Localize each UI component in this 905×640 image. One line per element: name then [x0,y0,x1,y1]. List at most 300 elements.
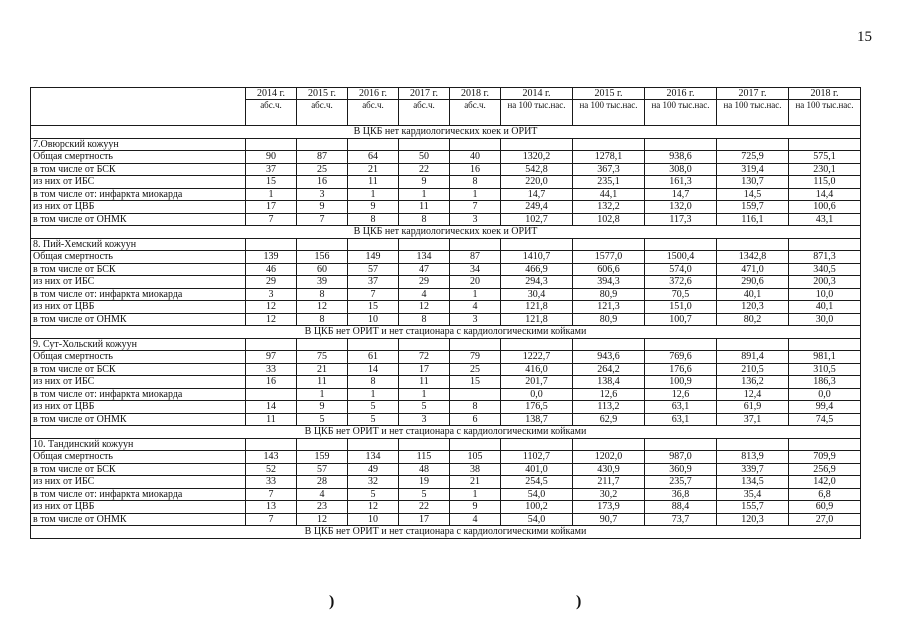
value-cell: 7 [297,213,348,226]
empty-cell [717,338,789,351]
header-unit: абс.ч. [399,100,450,126]
empty-cell [717,238,789,251]
row-label: в том числе от: инфаркта миокарда [31,288,246,301]
value-cell: 1 [348,188,399,201]
value-cell: 8 [297,313,348,326]
value-cell: 11 [348,176,399,189]
value-cell: 132,0 [645,201,717,214]
row-label: в том числе от ОНМК [31,513,246,526]
value-cell: 7 [348,288,399,301]
value-cell: 725,9 [717,151,789,164]
value-cell: 367,3 [573,163,645,176]
value-cell: 11 [297,376,348,389]
value-cell: 7 [450,201,501,214]
value-cell: 1278,1 [573,151,645,164]
value-cell: 16 [450,163,501,176]
value-cell: 149 [348,251,399,264]
value-cell: 28 [297,476,348,489]
row-label: Общая смертность [31,351,246,364]
value-cell: 13 [246,501,297,514]
value-cell: 23 [297,501,348,514]
value-cell: 5 [399,401,450,414]
value-cell: 769,6 [645,351,717,364]
data-row [31,513,861,526]
empty-cell [501,338,573,351]
value-cell: 39 [297,276,348,289]
empty-cell [246,338,297,351]
note-row [31,126,861,139]
value-cell: 3 [450,313,501,326]
value-cell: 54,0 [501,513,573,526]
data-row [31,151,861,164]
row-label: в том числе от БСК [31,163,246,176]
empty-cell [246,438,297,451]
footer-mark-left: ) [329,593,335,610]
empty-cell [297,138,348,151]
empty-cell [348,238,399,251]
value-cell: 33 [246,476,297,489]
value-cell: 47 [399,263,450,276]
value-cell: 17 [246,201,297,214]
value-cell: 62,9 [573,413,645,426]
value-cell: 8 [399,313,450,326]
value-cell: 25 [297,163,348,176]
value-cell: 134 [399,251,450,264]
header-unit: абс.ч. [246,100,297,126]
empty-cell [501,238,573,251]
empty-cell [573,138,645,151]
value-cell: 235,7 [645,476,717,489]
value-cell: 1 [399,388,450,401]
empty-cell [789,138,861,151]
value-cell: 155,7 [717,501,789,514]
value-cell: 319,4 [717,163,789,176]
empty-cell [348,438,399,451]
value-cell: 138,4 [573,376,645,389]
row-label: в том числе от БСК [31,363,246,376]
row-label: в том числе от: инфаркта миокарда [31,188,246,201]
section-row [31,438,861,451]
value-cell: 36,8 [645,488,717,501]
value-cell: 8 [348,376,399,389]
value-cell: 8 [450,176,501,189]
value-cell: 156 [297,251,348,264]
data-row [31,413,861,426]
value-cell: 394,3 [573,276,645,289]
value-cell: 891,4 [717,351,789,364]
empty-cell [717,138,789,151]
value-cell: 12 [297,513,348,526]
value-cell: 1102,7 [501,451,573,464]
row-label: из них от ИБС [31,376,246,389]
header-unit: на 100 тыс.нас. [573,100,645,126]
value-cell: 1222,7 [501,351,573,364]
value-cell: 37,1 [717,413,789,426]
note-text: В ЦКБ нет кардиологических коек и ОРИТ [31,226,861,239]
value-cell: 121,3 [573,301,645,314]
empty-cell [348,138,399,151]
note-text: В ЦКБ нет кардиологических коек и ОРИТ [31,126,861,139]
value-cell: 340,5 [789,263,861,276]
value-cell: 308,0 [645,163,717,176]
empty-cell [450,338,501,351]
header-years-row [31,88,861,100]
empty-cell [645,138,717,151]
empty-cell [501,138,573,151]
row-label: в том числе от ОНМК [31,213,246,226]
value-cell: 33 [246,363,297,376]
value-cell: 1 [399,188,450,201]
page-number: 15 [857,29,872,45]
data-row [31,351,861,364]
value-cell: 60,9 [789,501,861,514]
value-cell: 151,0 [645,301,717,314]
empty-cell [399,338,450,351]
value-cell: 3 [297,188,348,201]
value-cell: 176,6 [645,363,717,376]
note-row [31,426,861,439]
district-title: 8. Пий-Хемский кожуун [31,238,246,251]
header-year: 2015 г. [573,88,645,100]
value-cell: 159,7 [717,201,789,214]
value-cell: 14 [246,401,297,414]
header-unit: абс.ч. [297,100,348,126]
value-cell: 99,4 [789,401,861,414]
value-cell: 20 [450,276,501,289]
value-cell: 116,1 [717,213,789,226]
data-row [31,176,861,189]
value-cell: 63,1 [645,413,717,426]
empty-cell [789,338,861,351]
header-unit: абс.ч. [348,100,399,126]
value-cell: 74,5 [789,413,861,426]
header-year: 2016 г. [348,88,399,100]
empty-cell [573,438,645,451]
empty-cell [645,338,717,351]
value-cell: 102,7 [501,213,573,226]
empty-cell [450,138,501,151]
header-year: 2018 г. [789,88,861,100]
value-cell: 88,4 [645,501,717,514]
value-cell: 87 [297,151,348,164]
header-corner-cell [31,88,246,126]
value-cell: 813,9 [717,451,789,464]
value-cell: 75 [297,351,348,364]
value-cell: 120,3 [717,301,789,314]
row-label: в том числе от БСК [31,263,246,276]
value-cell: 117,3 [645,213,717,226]
value-cell: 3 [246,288,297,301]
value-cell: 339,7 [717,463,789,476]
value-cell: 4 [450,301,501,314]
value-cell: 90,7 [573,513,645,526]
value-cell: 401,0 [501,463,573,476]
value-cell: 100,7 [645,313,717,326]
district-title: 7.Овюрский кожуун [31,138,246,151]
data-row [31,213,861,226]
empty-cell [297,438,348,451]
row-label: в том числе от ОНМК [31,413,246,426]
value-cell: 542,8 [501,163,573,176]
data-row [31,501,861,514]
note-row [31,226,861,239]
value-cell: 7 [246,513,297,526]
value-cell: 1342,8 [717,251,789,264]
value-cell: 48 [399,463,450,476]
value-cell: 430,9 [573,463,645,476]
value-cell: 0,0 [789,388,861,401]
value-cell: 134 [348,451,399,464]
value-cell: 981,1 [789,351,861,364]
value-cell: 70,5 [645,288,717,301]
value-cell: 22 [399,163,450,176]
value-cell: 63,1 [645,401,717,414]
header-year: 2018 г. [450,88,501,100]
value-cell: 8 [297,288,348,301]
empty-cell [399,138,450,151]
value-cell: 14,5 [717,188,789,201]
empty-cell [399,438,450,451]
district-title: 9. Сут-Хольский кожуун [31,338,246,351]
header-unit: на 100 тыс.нас. [789,100,861,126]
data-row [31,201,861,214]
value-cell: 80,2 [717,313,789,326]
value-cell: 25 [450,363,501,376]
value-cell: 173,9 [573,501,645,514]
empty-cell [246,238,297,251]
data-row [31,376,861,389]
data-row [31,163,861,176]
value-cell: 264,2 [573,363,645,376]
value-cell: 29 [399,276,450,289]
data-row [31,401,861,414]
empty-cell [789,438,861,451]
district-title: 10. Тандинский кожуун [31,438,246,451]
value-cell: 938,6 [645,151,717,164]
empty-cell [573,338,645,351]
value-cell: 121,8 [501,301,573,314]
value-cell: 14,7 [645,188,717,201]
value-cell: 14,7 [501,188,573,201]
value-cell: 22 [399,501,450,514]
value-cell: 235,1 [573,176,645,189]
value-cell: 9 [399,176,450,189]
row-label: из них от ЦВБ [31,501,246,514]
value-cell: 186,3 [789,376,861,389]
note-text: В ЦКБ нет ОРИТ и нет стационара с кардиологическими койками [31,426,861,439]
value-cell [246,388,297,401]
value-cell: 987,0 [645,451,717,464]
row-label: Общая смертность [31,151,246,164]
value-cell: 3 [450,213,501,226]
empty-cell [645,238,717,251]
value-cell: 30,0 [789,313,861,326]
value-cell: 12 [348,501,399,514]
value-cell: 12,6 [645,388,717,401]
value-cell: 8 [348,213,399,226]
header-year: 2016 г. [645,88,717,100]
empty-cell [297,238,348,251]
value-cell: 1 [246,188,297,201]
value-cell: 1 [450,188,501,201]
value-cell: 29 [246,276,297,289]
value-cell: 44,1 [573,188,645,201]
value-cell: 1320,2 [501,151,573,164]
value-cell: 360,9 [645,463,717,476]
value-cell: 1577,0 [573,251,645,264]
value-cell: 15 [246,176,297,189]
value-cell: 72 [399,351,450,364]
data-row [31,488,861,501]
value-cell: 80,9 [573,313,645,326]
value-cell: 139 [246,251,297,264]
empty-cell [450,438,501,451]
value-cell: 134,5 [717,476,789,489]
value-cell: 709,9 [789,451,861,464]
value-cell: 290,6 [717,276,789,289]
value-cell: 60 [297,263,348,276]
value-cell: 294,3 [501,276,573,289]
value-cell: 11 [399,201,450,214]
value-cell: 46 [246,263,297,276]
value-cell: 40 [450,151,501,164]
value-cell: 372,6 [645,276,717,289]
value-cell: 14 [348,363,399,376]
empty-cell [717,438,789,451]
value-cell: 9 [297,401,348,414]
value-cell: 21 [297,363,348,376]
value-cell: 11 [399,376,450,389]
value-cell: 136,2 [717,376,789,389]
value-cell: 7 [246,488,297,501]
value-cell: 4 [450,513,501,526]
value-cell: 12 [399,301,450,314]
value-cell: 100,9 [645,376,717,389]
data-row [31,388,861,401]
data-row [31,476,861,489]
value-cell: 606,6 [573,263,645,276]
header-year: 2014 г. [501,88,573,100]
value-cell: 21 [348,163,399,176]
value-cell: 9 [348,201,399,214]
note-row [31,526,861,539]
row-label: Общая смертность [31,451,246,464]
value-cell [450,388,501,401]
row-label: из них от ЦВБ [31,301,246,314]
value-cell: 17 [399,513,450,526]
value-cell: 97 [246,351,297,364]
row-label: из них от ЦВБ [31,201,246,214]
value-cell: 37 [246,163,297,176]
data-row [31,276,861,289]
note-text: В ЦКБ нет ОРИТ и нет стационара с кардиологическими койками [31,326,861,339]
value-cell: 254,5 [501,476,573,489]
value-cell: 0,0 [501,388,573,401]
value-cell: 57 [348,263,399,276]
footer-mark-right: ) [576,593,582,610]
empty-cell [348,338,399,351]
value-cell: 113,2 [573,401,645,414]
value-cell: 61,9 [717,401,789,414]
value-cell: 161,3 [645,176,717,189]
empty-cell [246,138,297,151]
value-cell: 1 [450,288,501,301]
value-cell: 12 [246,313,297,326]
data-row [31,263,861,276]
value-cell: 159 [297,451,348,464]
value-cell: 35,4 [717,488,789,501]
value-cell: 12,4 [717,388,789,401]
value-cell: 12 [297,301,348,314]
value-cell: 9 [297,201,348,214]
data-row [31,463,861,476]
value-cell: 19 [399,476,450,489]
empty-cell [399,238,450,251]
value-cell: 256,9 [789,463,861,476]
value-cell: 249,4 [501,201,573,214]
value-cell: 15 [450,376,501,389]
data-row [31,251,861,264]
value-cell: 4 [399,288,450,301]
value-cell: 49 [348,463,399,476]
empty-cell [789,238,861,251]
header-unit: на 100 тыс.нас. [717,100,789,126]
value-cell: 73,7 [645,513,717,526]
value-cell: 32 [348,476,399,489]
header-year: 2014 г. [246,88,297,100]
value-cell: 130,7 [717,176,789,189]
value-cell: 16 [246,376,297,389]
value-cell: 310,5 [789,363,861,376]
value-cell: 9 [450,501,501,514]
value-cell: 143 [246,451,297,464]
empty-cell [297,338,348,351]
value-cell: 230,1 [789,163,861,176]
row-label: в том числе от: инфаркта миокарда [31,488,246,501]
value-cell: 142,0 [789,476,861,489]
value-cell: 34 [450,263,501,276]
value-cell: 61 [348,351,399,364]
value-cell: 176,5 [501,401,573,414]
value-cell: 6 [450,413,501,426]
value-cell: 1 [348,388,399,401]
empty-cell [501,438,573,451]
value-cell: 79 [450,351,501,364]
value-cell: 11 [246,413,297,426]
value-cell: 37 [348,276,399,289]
value-cell: 1410,7 [501,251,573,264]
empty-cell [645,438,717,451]
value-cell: 210,5 [717,363,789,376]
value-cell: 100,6 [789,201,861,214]
value-cell: 17 [399,363,450,376]
section-row [31,238,861,251]
value-cell: 90 [246,151,297,164]
value-cell: 30,2 [573,488,645,501]
header-unit: на 100 тыс.нас. [645,100,717,126]
value-cell: 105 [450,451,501,464]
value-cell: 200,3 [789,276,861,289]
data-row [31,188,861,201]
value-cell: 201,7 [501,376,573,389]
value-cell: 57 [297,463,348,476]
value-cell: 21 [450,476,501,489]
value-cell: 7 [246,213,297,226]
value-cell: 12 [246,301,297,314]
value-cell: 5 [297,413,348,426]
value-cell: 40,1 [789,301,861,314]
value-cell: 8 [450,401,501,414]
